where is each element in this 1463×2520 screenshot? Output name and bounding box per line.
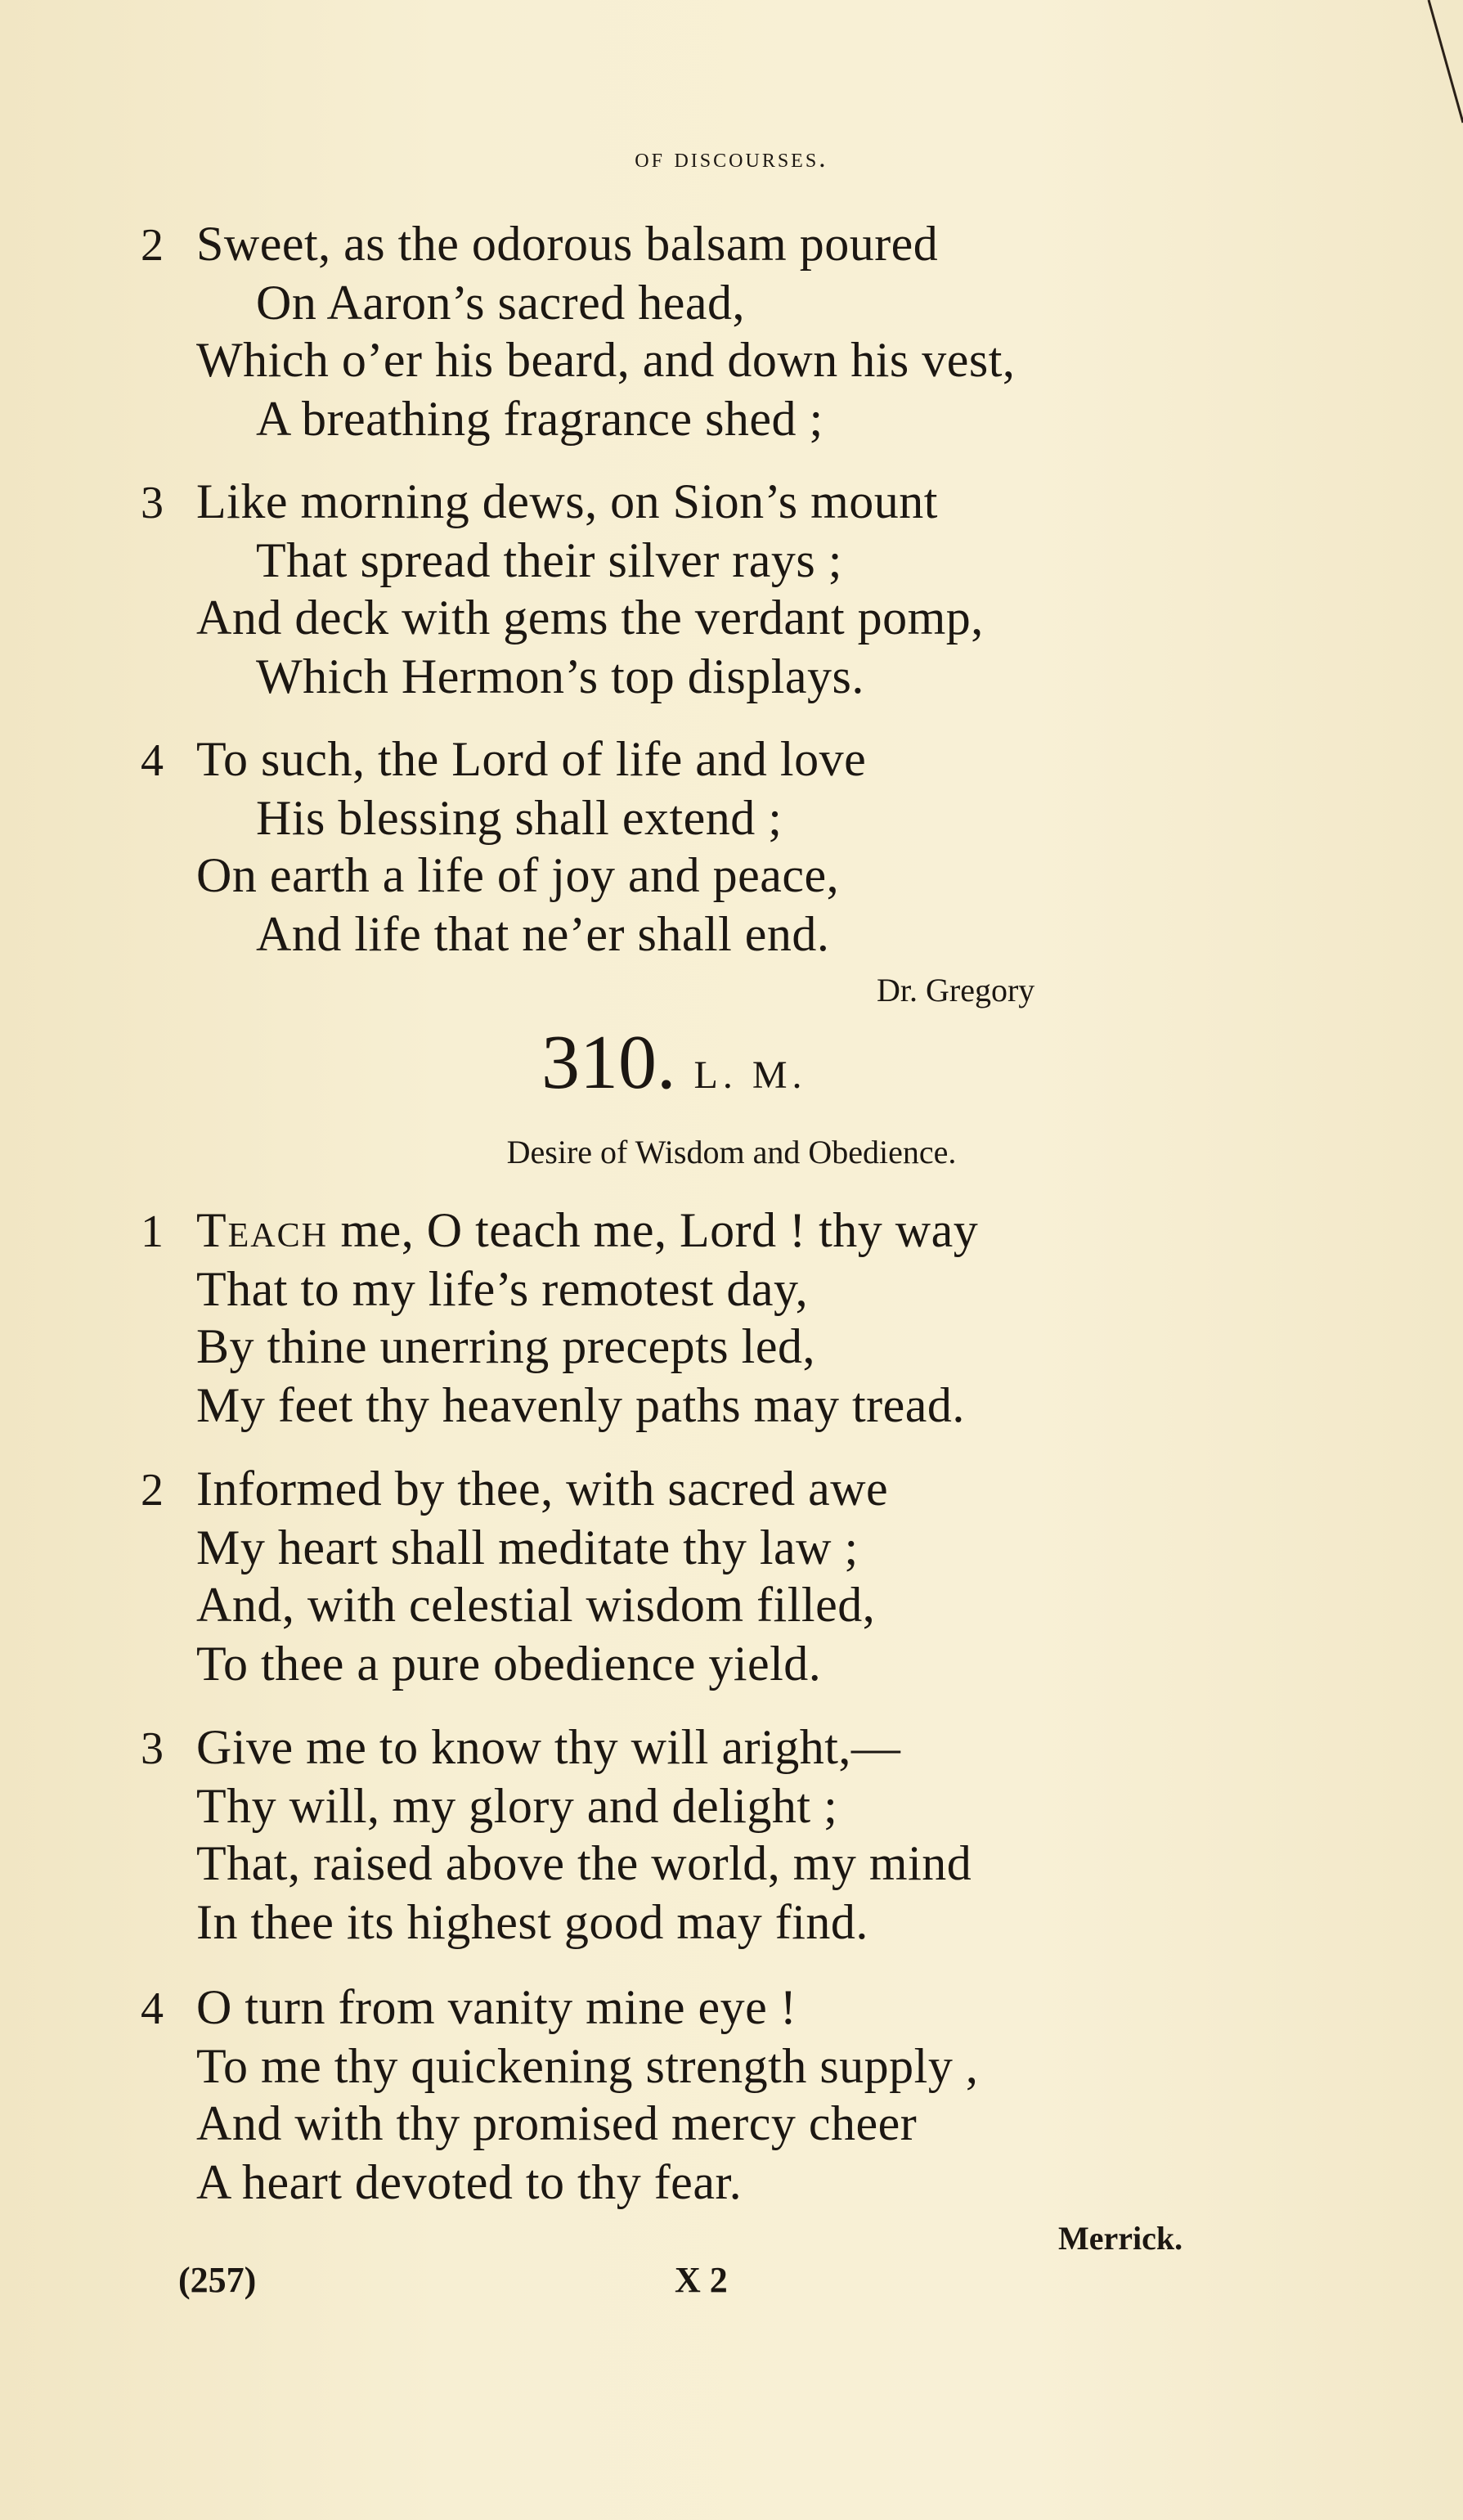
- verse-line: Give me to know thy will aright,—: [196, 1720, 901, 1774]
- stanza-number: 4: [141, 735, 164, 786]
- verse-line: Informed by thee, with sacred awe: [196, 1462, 889, 1516]
- verse-line: And with thy promised mercy cheer: [196, 2096, 918, 2150]
- stanza-number: 4: [141, 1983, 164, 2034]
- running-head: of discourses.: [635, 143, 828, 173]
- page-number: (257): [178, 2260, 257, 2300]
- verse-line: And deck with gems the verdant pomp,: [196, 591, 984, 645]
- verse-line: Which o’er his beard, and down his vest,: [196, 333, 1016, 387]
- first-word: Teach: [196, 1203, 328, 1257]
- verse-line: That, raised above the world, my mind: [196, 1836, 972, 1890]
- hymn-310-author: Merrick.: [1058, 2220, 1183, 2257]
- stanza-number: 2: [141, 220, 164, 271]
- verse-line: My feet thy heavenly paths may tread.: [196, 1378, 965, 1432]
- verse-line: Which Hermon’s top displays.: [256, 649, 864, 703]
- verse-line: My heart shall meditate thy law ;: [196, 1521, 859, 1574]
- hymn-meter: L. M.: [693, 1053, 807, 1097]
- stanza-number: 1: [141, 1206, 164, 1257]
- verse-line: Like morning dews, on Sion’s mount: [196, 474, 938, 528]
- verse-line: To such, the Lord of life and love: [196, 732, 867, 786]
- verse-line: That spread their silver rays ;: [256, 533, 842, 587]
- verse-line: O turn from vanity mine eye !: [196, 1980, 797, 2034]
- page-edge-mark: [1414, 0, 1463, 139]
- verse-line: By thine unerring precepts led,: [196, 1319, 815, 1373]
- verse-line-first: [196, 1201, 978, 1260]
- signature-mark: X 2: [675, 2260, 728, 2300]
- hymn-310-title: Desire of Wisdom and Obedience.: [506, 1134, 957, 1170]
- verse-line: To thee a pure obedience yield.: [196, 1637, 822, 1691]
- verse-line: Sweet, as the odorous balsam poured: [196, 217, 939, 271]
- verse-line-rest: me, O teach me, Lord ! thy way: [327, 1203, 979, 1257]
- verse-line: His blessing shall extend ;: [256, 791, 783, 845]
- verse-line: To me thy quickening strength supply ,: [196, 2039, 979, 2093]
- verse-line: In thee its highest good may find.: [196, 1895, 868, 1949]
- stanza-number: 3: [141, 478, 164, 528]
- verse-line: On earth a life of joy and peace,: [196, 848, 840, 902]
- verse-line: That to my life’s remotest day,: [196, 1262, 809, 1316]
- stanza-number: 3: [141, 1723, 164, 1774]
- hymn-309-author: Dr. Gregory: [877, 972, 1035, 1008]
- hymn-number: 310.: [541, 1020, 676, 1105]
- verse-line: On Aaron’s sacred head,: [256, 276, 745, 330]
- hymn-310-heading: [541, 1018, 807, 1107]
- stanza-number: 2: [141, 1465, 164, 1516]
- verse-line: A heart devoted to thy fear.: [196, 2155, 743, 2209]
- verse-line: And life that ne’er shall end.: [256, 907, 830, 961]
- verse-line: Thy will, my glory and delight ;: [196, 1779, 838, 1833]
- verse-line: And, with celestial wisdom filled,: [196, 1578, 876, 1632]
- verse-line: A breathing fragrance shed ;: [256, 392, 823, 446]
